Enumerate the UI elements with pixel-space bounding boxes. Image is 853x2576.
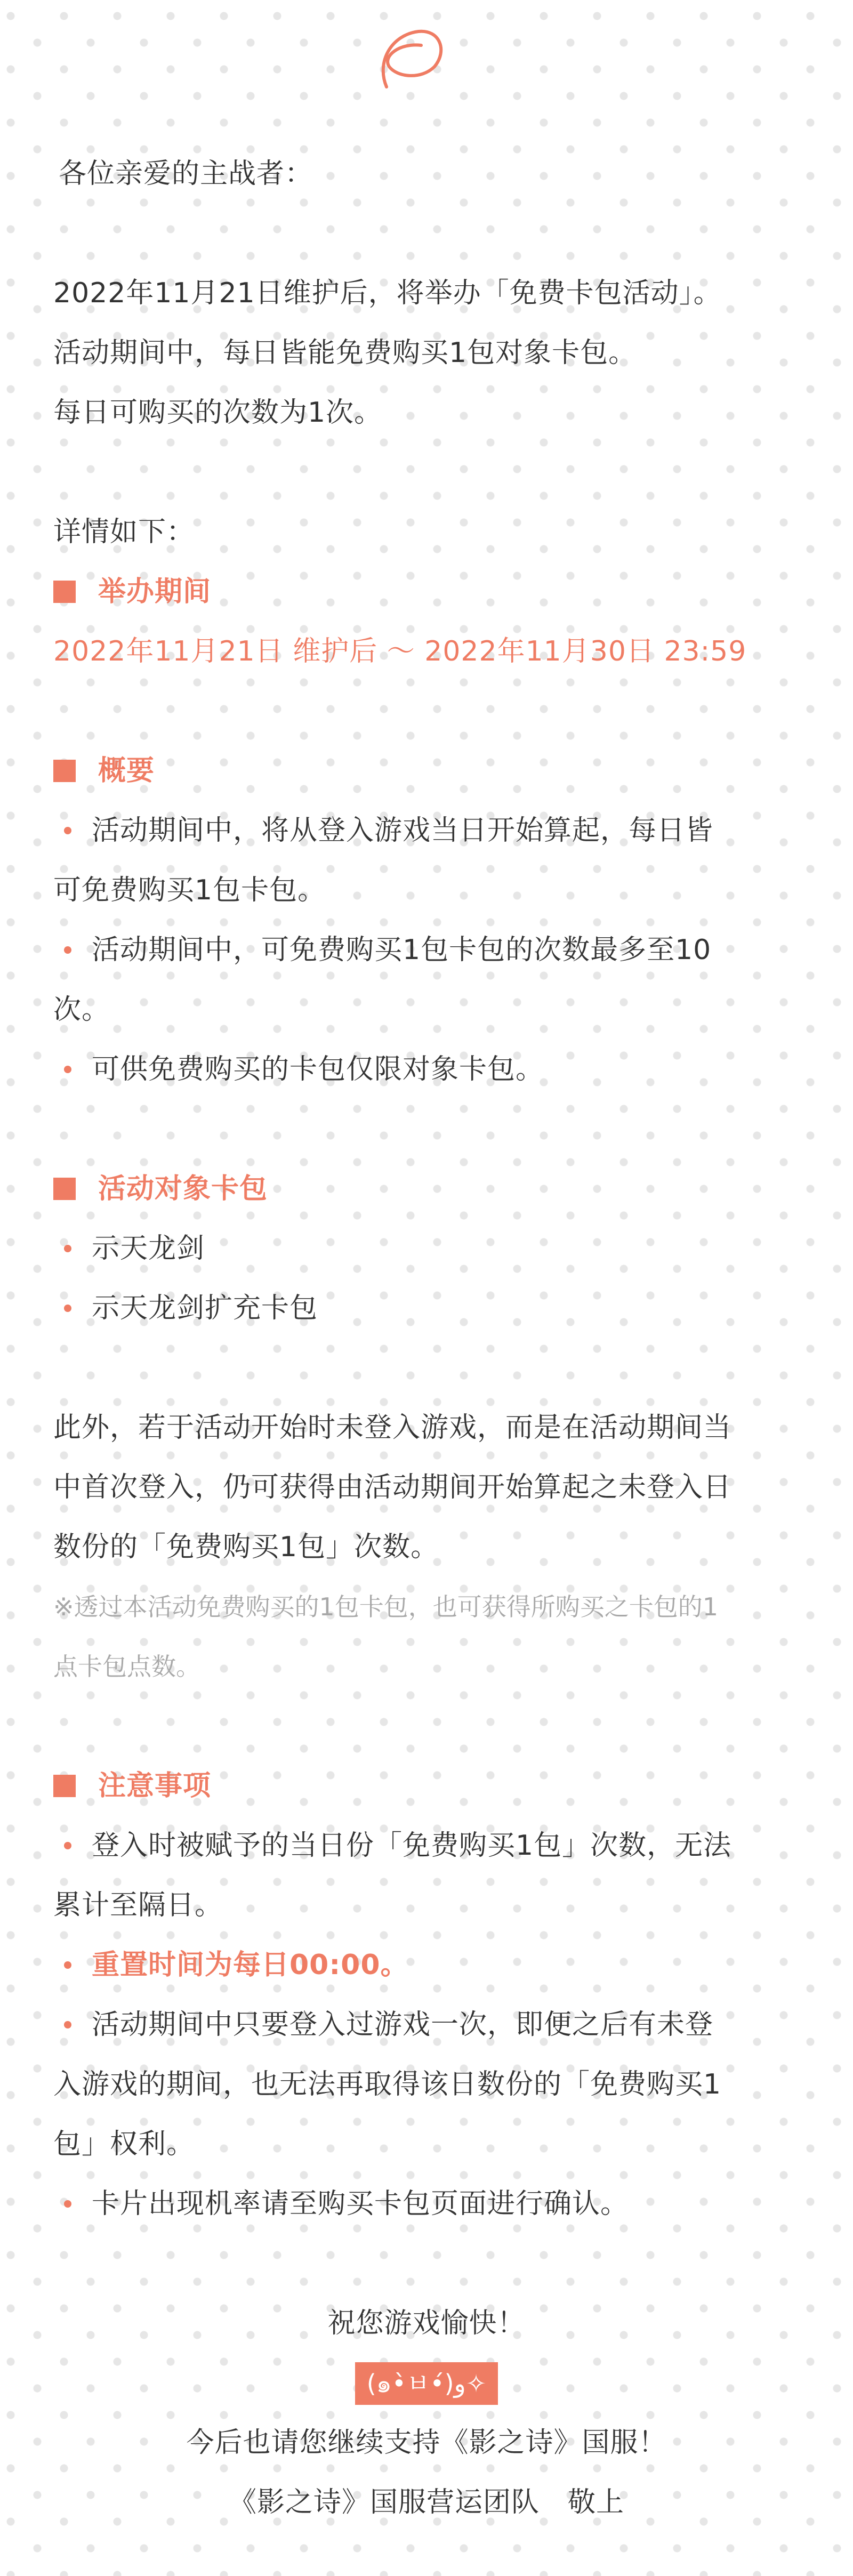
list-item-continuation: 累计至隔日。 — [53, 1889, 223, 1921]
dot-bullet-icon — [64, 827, 71, 834]
section-heading-target-packs — [53, 1159, 800, 1219]
list-item — [53, 1816, 800, 1875]
footnote-line: 点卡包点数。 — [53, 1652, 200, 1681]
dot-bullet-icon — [64, 2021, 71, 2028]
details-label: 详情如下： — [53, 516, 195, 548]
dot-bullet-icon — [64, 1305, 71, 1312]
kaomoji-badge: (๑•̀ㅂ•́)و✧ — [355, 2362, 498, 2405]
square-bullet-icon — [53, 1178, 76, 1200]
list-item-text: 示天龙剑扩充卡包 — [92, 1292, 318, 1324]
list-item-text: 可供免费购买的卡包仅限对象卡包。 — [92, 1053, 544, 1085]
square-bullet-icon — [53, 581, 76, 603]
extra-text-line: 数份的「免费购买1包」次数。 — [53, 1531, 439, 1563]
list-item — [53, 1040, 800, 1099]
extra-text-line: 中首次登入，仍可获得由活动期间开始算起之未登入日 — [53, 1471, 732, 1503]
section-title: 活动对象卡包 — [98, 1173, 268, 1205]
extra-text-line: 此外，若于活动开始时未登入游戏，而是在活动期间当 — [53, 1412, 732, 1444]
list-item — [53, 1219, 800, 1278]
list-item — [53, 2174, 800, 2234]
list-item-text: 活动期间中，可免费购买1包卡包的次数最多至10 — [92, 934, 712, 966]
square-bullet-icon — [53, 760, 76, 782]
list-item — [53, 1935, 800, 1995]
list-item — [53, 1995, 800, 2055]
list-item — [53, 1278, 800, 1338]
kaomoji-row — [53, 2353, 800, 2413]
list-item-text-highlight: 重置时间为每日00:00。 — [92, 1949, 409, 1981]
greeting: 各位亲爱的主战者： — [59, 158, 313, 190]
period-text: 2022年11月21日 维护后 ～ 2022年11月30日 23:59 — [53, 635, 747, 667]
list-item-text: 卡片出现机率请至购买卡包页面进行确认。 — [92, 2188, 629, 2220]
dot-bullet-icon — [64, 1961, 71, 1969]
dot-bullet-icon — [64, 1842, 71, 1849]
dot-bullet-icon — [64, 1245, 71, 1252]
dot-bullet-icon — [64, 946, 71, 954]
list-item — [53, 801, 800, 860]
section-title: 举办期间 — [98, 576, 212, 608]
dot-bullet-icon — [64, 2200, 71, 2208]
closing-signature: 《影之诗》国服营运团队 敬上 — [228, 2486, 624, 2518]
section-heading-notes — [53, 1756, 800, 1816]
list-item-continuation: 入游戏的期间，也无法再取得该日数份的「免费购买1 — [53, 2068, 722, 2100]
list-item-continuation: 次。 — [53, 994, 110, 1026]
list-item-text: 活动期间中，将从登入游戏当日开始算起，每日皆 — [92, 815, 714, 847]
section-title: 注意事项 — [98, 1770, 212, 1802]
list-item-text: 示天龙剑 — [92, 1233, 205, 1265]
footnote-line: ※透过本活动免费购买的1包卡包，也可获得所购买之卡包的1 — [53, 1592, 719, 1621]
closing-support: 今后也请您继续支持《影之诗》国服！ — [186, 2427, 667, 2459]
closing-wish: 祝您游戏愉快！ — [327, 2307, 526, 2339]
intro-line: 每日可购买的次数为1次。 — [53, 397, 383, 429]
list-item-continuation: 可免费购买1包卡包。 — [53, 874, 326, 906]
announcement-body — [53, 144, 800, 2532]
list-item-text: 登入时被赋予的当日份「免费购买1包」次数，无法 — [92, 1830, 732, 1862]
section-heading-overview — [53, 741, 800, 801]
intro-line: 2022年11月21日维护后，将举办「免费卡包活动」。 — [53, 277, 722, 309]
swirl-logo-icon — [371, 24, 450, 93]
dot-bullet-icon — [64, 1066, 71, 1073]
list-item — [53, 920, 800, 980]
section-heading-period — [53, 562, 800, 622]
intro-line: 活动期间中，每日皆能免费购买1包对象卡包。 — [53, 337, 637, 369]
list-item-text: 活动期间中只要登入过游戏一次，即便之后有未登 — [92, 2009, 714, 2041]
square-bullet-icon — [53, 1775, 76, 1797]
section-title: 概要 — [98, 755, 155, 787]
list-item-continuation: 包」权利。 — [53, 2128, 195, 2160]
